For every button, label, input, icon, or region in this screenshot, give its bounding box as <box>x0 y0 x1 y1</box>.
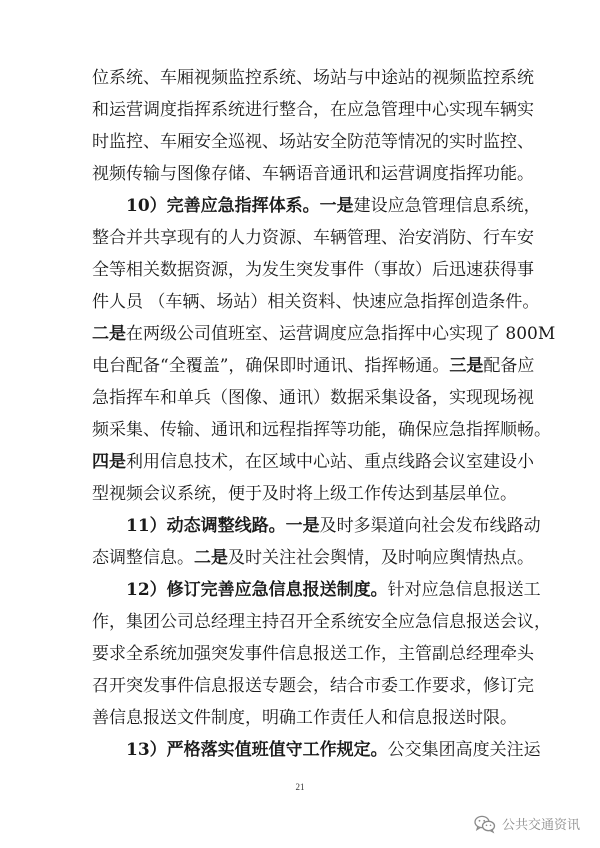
text-run: 召开突发事件信息报送专题会，结合市委工作要求，修订完 <box>92 676 534 696</box>
text-line <box>92 414 551 446</box>
text-run: 电台配备“全覆盖”，确保即时通讯、指挥畅通。 <box>92 356 450 376</box>
text-run: 作，集团公司总经理主持召开全系统安全应急信息报送会议， <box>92 612 551 632</box>
text-run: 急指挥车和单兵（图像、通讯）数据采集设备，实现现场视 <box>92 388 534 408</box>
text-run: 建设应急管理信息系统， <box>353 196 541 216</box>
text-line <box>92 254 534 286</box>
bold-heading-text: 二是 <box>194 548 228 568</box>
text-line <box>92 574 541 606</box>
page-number: 21 <box>295 782 305 792</box>
watermark-text: 公共交通资讯 <box>501 818 580 833</box>
text-run: 态调整信息。 <box>92 548 194 568</box>
text-run: 在两级公司值班室、运营调度应急指挥中心实现了 800M <box>126 324 556 344</box>
text-run: 视频传输与图像存储、车辆语音通讯和运营调度指挥功能。 <box>92 164 534 184</box>
text-line <box>92 318 556 350</box>
text-line <box>92 606 551 638</box>
bold-heading-text: 10）完善应急指挥体系。一是 <box>126 196 354 216</box>
text-line <box>92 190 541 222</box>
text-line <box>92 734 541 766</box>
text-run: 和运营调度指挥系统进行整合，在应急管理中心实现车辆实 <box>92 100 534 120</box>
text-run: 及时关注社会舆情，及时响应舆情热点。 <box>228 548 534 568</box>
text-line <box>92 638 534 670</box>
text-run: 利用信息技术，在区域中心站、重点线路会议室建设小 <box>126 452 534 472</box>
text-line <box>92 222 534 254</box>
text-line <box>92 670 534 702</box>
watermark <box>474 814 580 833</box>
text-line <box>92 62 534 94</box>
text-run: 公交集团高度关注运 <box>387 740 541 760</box>
text-run: 全等相关数据资源，为发生突发事件（事故）后迅速获得事 <box>92 260 534 280</box>
text-line <box>92 542 534 574</box>
text-line <box>92 446 534 478</box>
text-line <box>92 702 516 734</box>
text-line <box>92 94 534 126</box>
text-line <box>92 286 540 318</box>
text-run: 要求全系统加强突发事件信息报送工作，主管副总经理牵头 <box>92 644 534 664</box>
text-run: 配备应 <box>483 356 535 376</box>
bold-heading-text: 11）动态调整线路。一是 <box>126 516 320 536</box>
text-run: 时监控、车厢安全巡视、场站安全防范等情况的实时监控、 <box>92 132 534 152</box>
text-run: 针对应急信息报送工 <box>387 580 541 600</box>
text-line <box>92 478 516 510</box>
text-run: 位系统、车厢视频监控系统、场站与中途站的视频监控系统 <box>92 68 534 88</box>
text-run: 善信息报送文件制度，明确工作责任人和信息报送时限。 <box>92 708 517 728</box>
text-line <box>92 510 541 542</box>
text-line <box>92 382 534 414</box>
text-line <box>92 350 535 382</box>
wechat-icon <box>474 815 496 833</box>
text-line <box>92 126 534 158</box>
text-run: 型视频会议系统，便于及时将上级工作传达到基层单位。 <box>92 484 517 504</box>
bold-heading-text: 三是 <box>449 356 484 376</box>
body-text <box>92 62 556 766</box>
bold-heading-text: 13）严格落实值班值守工作规定。 <box>126 740 388 760</box>
bold-heading-text: 二是 <box>92 324 126 344</box>
text-line <box>92 158 534 190</box>
text-run: 频采集、传输、通讯和远程指挥等功能，确保应急指挥顺畅。 <box>92 420 551 440</box>
bold-heading-text: 12）修订完善应急信息报送制度。 <box>126 580 388 600</box>
text-run: 整合并共享现有的人力资源、车辆管理、治安消防、行车安 <box>92 228 534 248</box>
text-run: 及时多渠道向社会发布线路动 <box>319 516 541 536</box>
text-run: 件人员 （车辆、场站）相关资料、快速应急指挥创造条件。 <box>92 292 540 312</box>
bold-heading-text: 四是 <box>92 452 126 472</box>
